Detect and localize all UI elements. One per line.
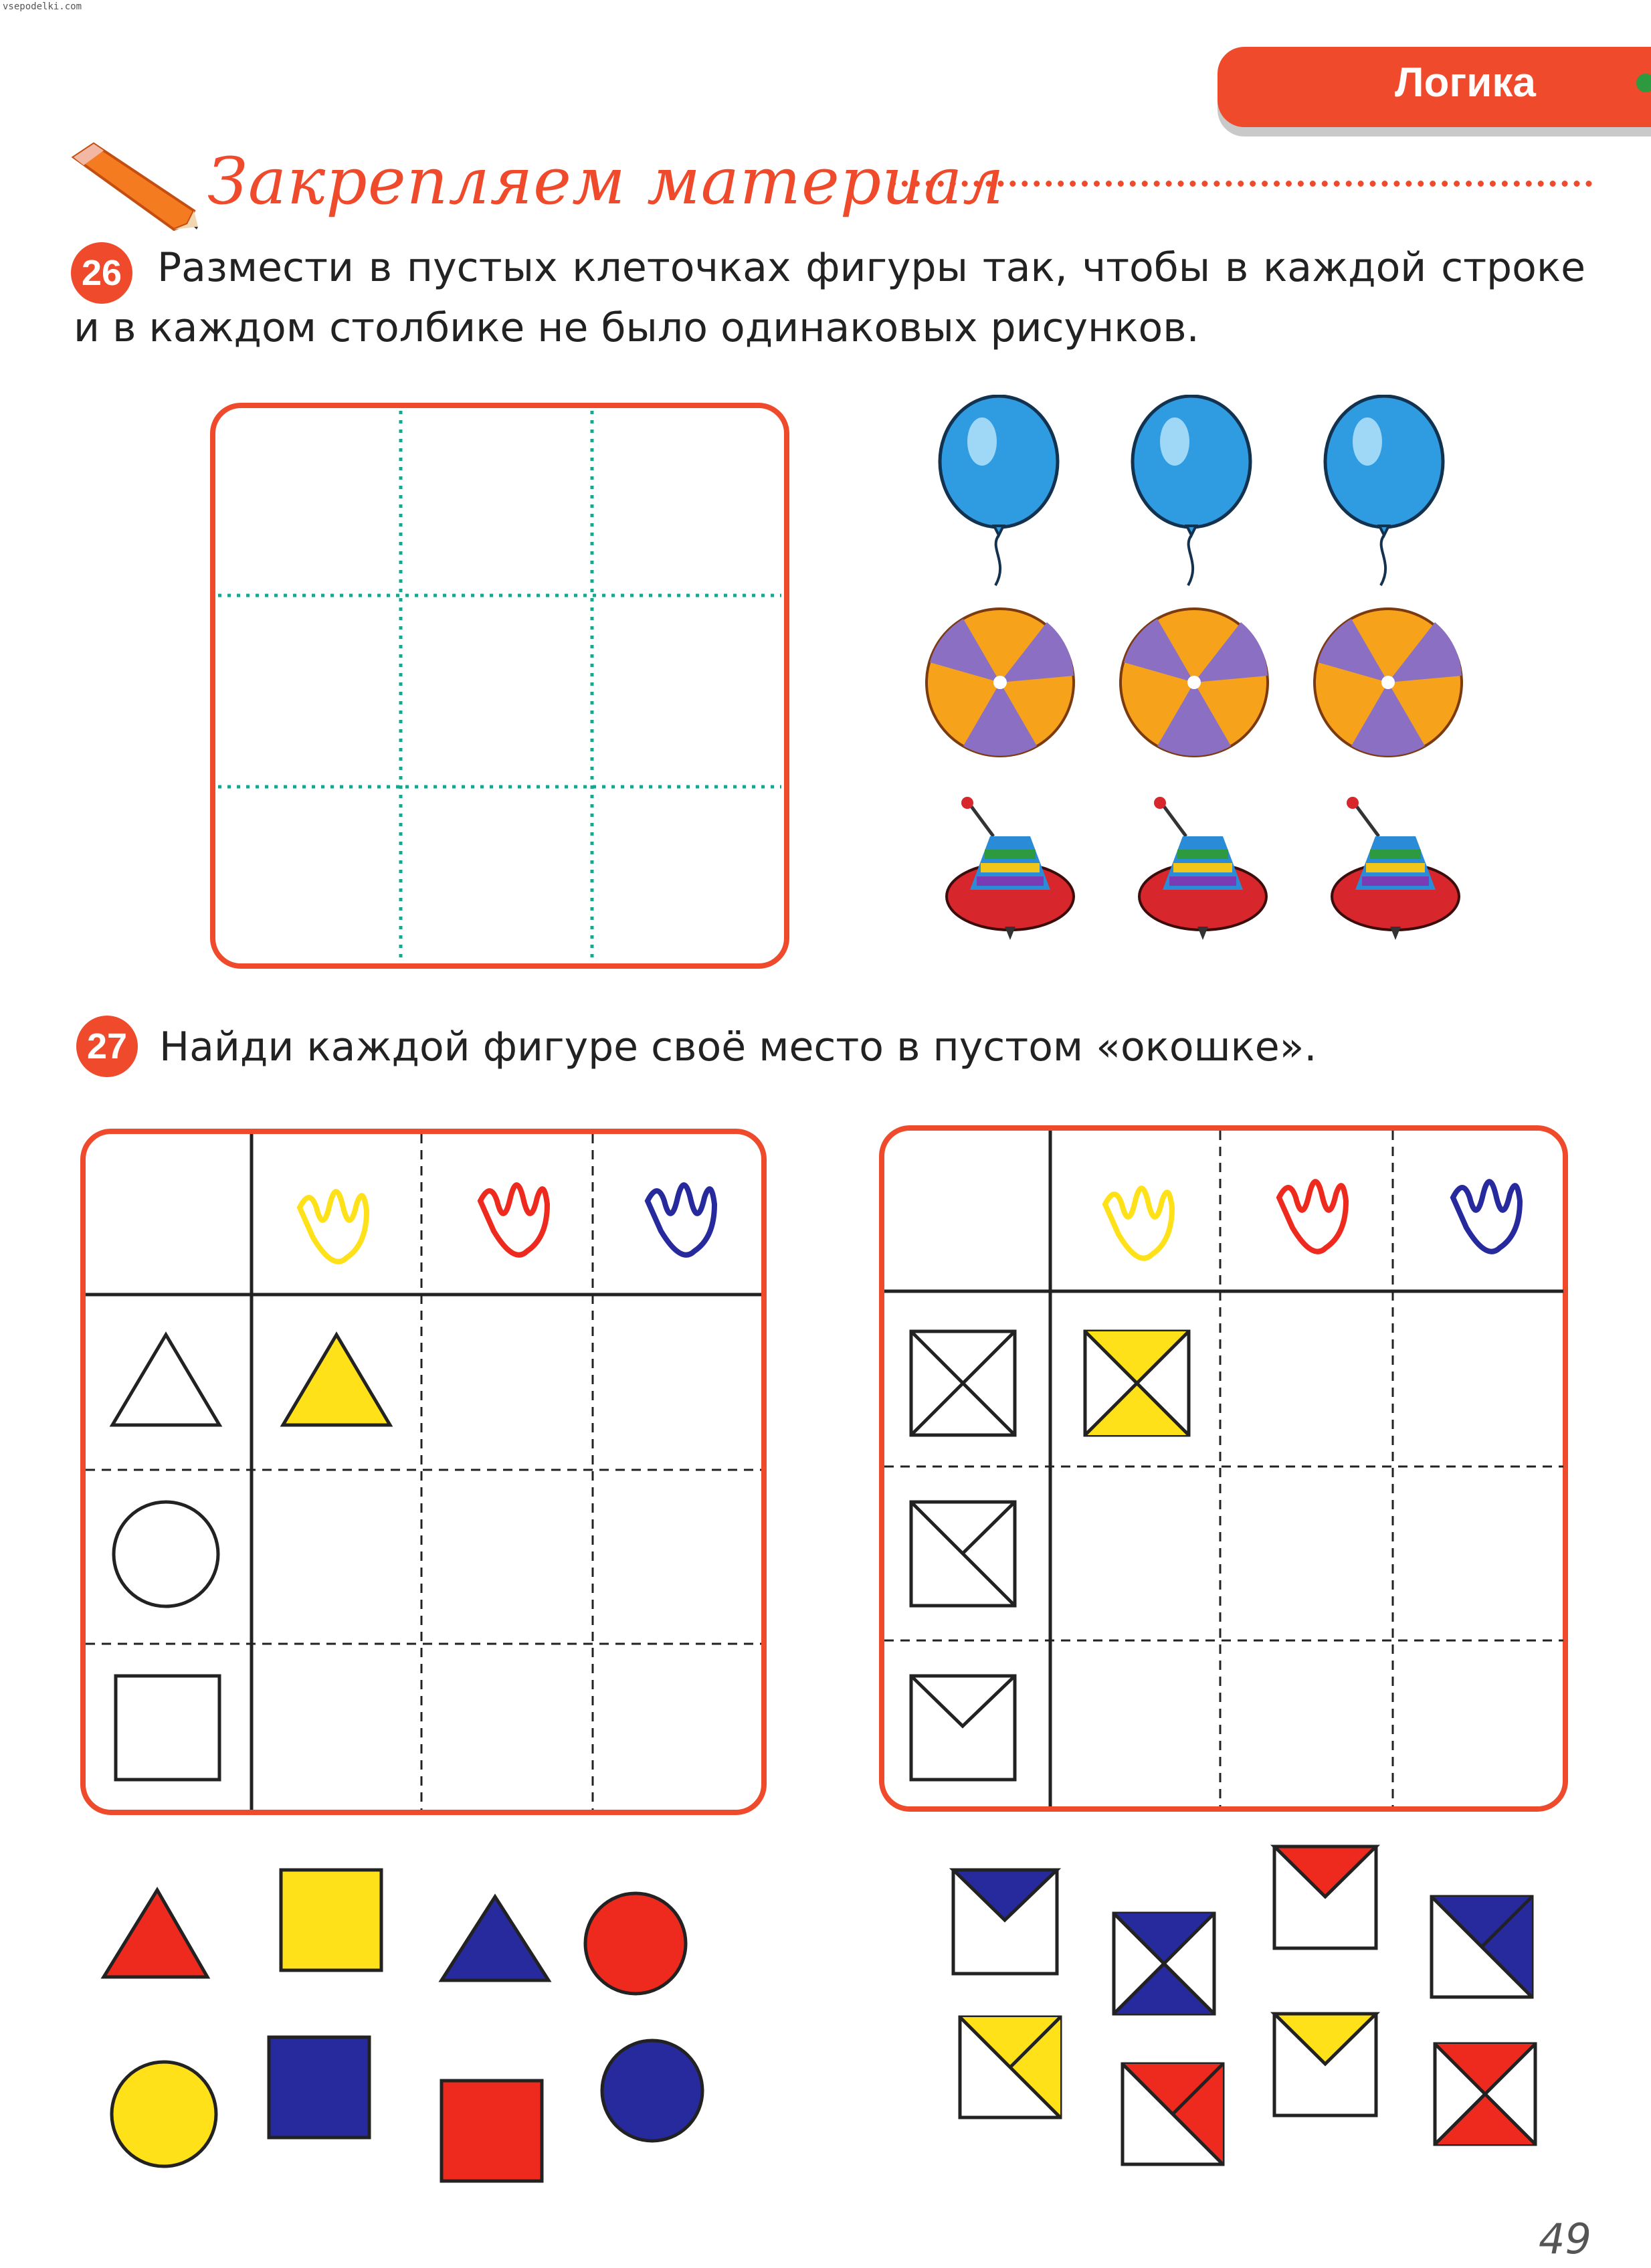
red-square-diagonal-icon bbox=[1123, 2064, 1223, 2164]
task-27-badge: 27 bbox=[76, 1016, 138, 1077]
page-heading: Закрепляем материал bbox=[207, 144, 1005, 219]
yellow-triangle-icon bbox=[283, 1335, 390, 1425]
envelope-icon bbox=[911, 1676, 1015, 1780]
yellow-scribble-icon bbox=[1105, 1188, 1172, 1258]
task-27-left-table bbox=[79, 1127, 768, 1816]
blue-circle-icon bbox=[602, 2041, 702, 2141]
ball-icon bbox=[923, 602, 1077, 763]
red-triangle-icon bbox=[104, 1890, 207, 1977]
red-scribble-icon bbox=[1279, 1182, 1346, 1252]
ball-icon bbox=[1117, 602, 1271, 763]
red-circle-icon bbox=[585, 1893, 686, 1994]
red-square-x-icon bbox=[1435, 2044, 1535, 2144]
blue-triangle-icon bbox=[442, 1897, 549, 1980]
square-icon bbox=[116, 1676, 219, 1780]
task-27-left-pieces bbox=[94, 1860, 716, 2188]
section-label: Логика bbox=[1395, 60, 1536, 106]
blue-square-icon bbox=[269, 2037, 369, 2138]
blue-square-x-icon bbox=[1114, 1913, 1214, 2014]
blue-scribble-icon bbox=[648, 1185, 714, 1255]
task-26-grid bbox=[209, 401, 791, 970]
blue-square-diagonal-icon bbox=[1432, 1897, 1532, 1997]
yellow-square-diagonal-icon bbox=[960, 2017, 1060, 2117]
page-number: 49 bbox=[1539, 2214, 1591, 2263]
square-x-icon bbox=[911, 1331, 1015, 1435]
task-27-text: Найди каждой фигуре своё место в пустом «окошке». bbox=[159, 1024, 1317, 1070]
yellow-square-icon bbox=[281, 1870, 381, 1970]
red-envelope-icon bbox=[1274, 1847, 1376, 1948]
ball-icon bbox=[1311, 602, 1465, 763]
pencil-icon bbox=[67, 137, 201, 231]
square-diagonal-icon bbox=[911, 1502, 1015, 1606]
section-tab bbox=[1218, 47, 1651, 127]
yellow-circle-icon bbox=[112, 2062, 216, 2166]
tab-dot-icon bbox=[1636, 74, 1651, 92]
red-square-icon bbox=[442, 2081, 542, 2181]
task-26-badge: 26 bbox=[71, 242, 132, 304]
balloon-icon bbox=[935, 395, 1062, 589]
task-27-right-pieces bbox=[943, 1840, 1545, 2181]
yellow-envelope-icon bbox=[1274, 2014, 1376, 2115]
heading-dotted-line bbox=[890, 181, 1592, 187]
task-26-text: Размести в пустых клеточках фигуры так, чтобы в каждой строке и в каждом столбике не было одинаковых рисунков. bbox=[74, 244, 1585, 351]
blue-envelope-icon bbox=[953, 1870, 1057, 1974]
circle-icon bbox=[114, 1502, 218, 1606]
yellow-square-x-icon bbox=[1085, 1331, 1189, 1435]
watermark: vsepodelki.com bbox=[3, 1, 82, 12]
yellow-scribble-icon bbox=[300, 1192, 367, 1262]
balloon-icon bbox=[1128, 395, 1255, 589]
red-scribble-icon bbox=[480, 1185, 547, 1255]
balloon-icon bbox=[1321, 395, 1448, 589]
spinning-top-icon bbox=[1329, 796, 1462, 943]
spinning-top-icon bbox=[1136, 796, 1270, 943]
spinning-top-icon bbox=[943, 796, 1077, 943]
task-27-right-table bbox=[878, 1124, 1570, 1813]
blue-scribble-icon bbox=[1453, 1182, 1520, 1252]
task-26-pictures bbox=[923, 395, 1478, 957]
triangle-icon bbox=[112, 1335, 219, 1425]
